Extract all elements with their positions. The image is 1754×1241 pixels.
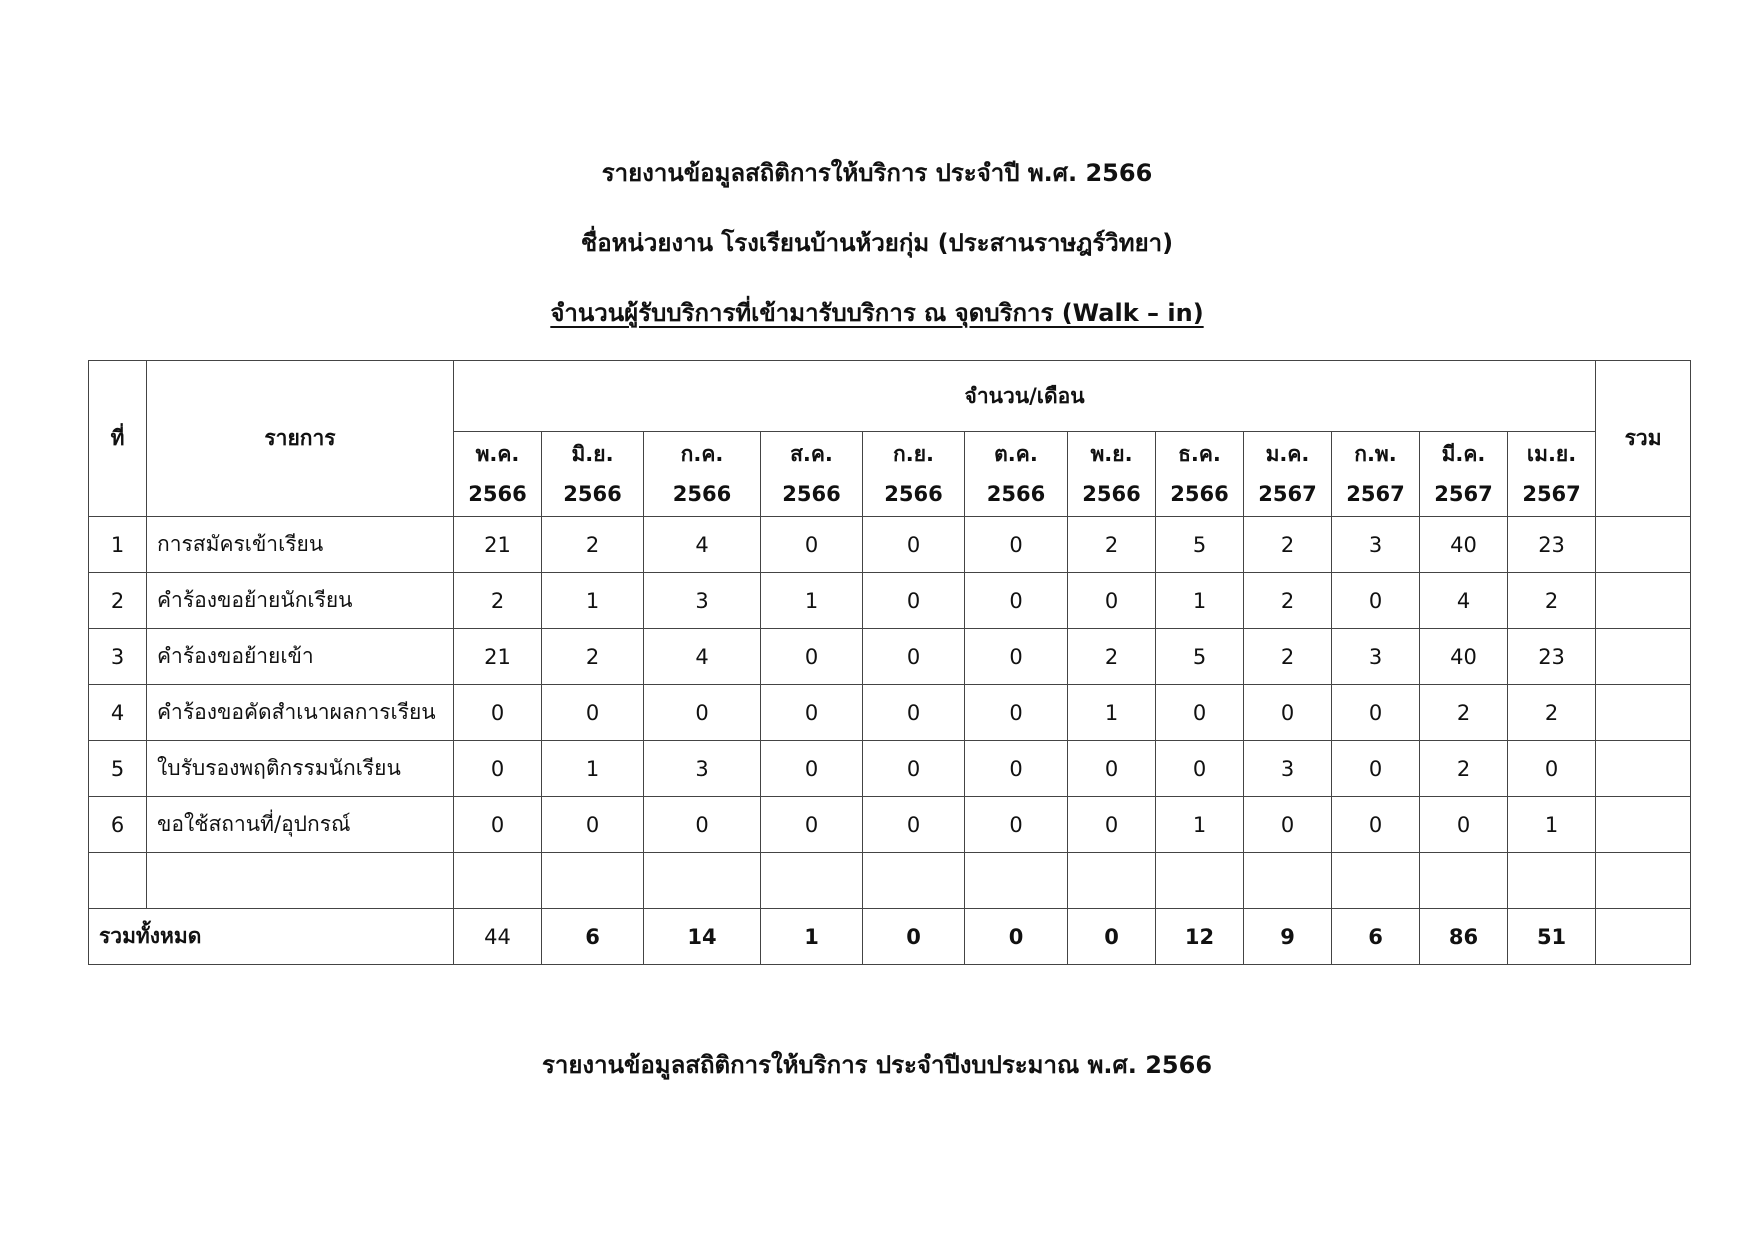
month-year: 2567	[1258, 482, 1317, 506]
value-cell: 0	[761, 741, 863, 797]
total-value-cell: 0	[863, 909, 965, 965]
month-header	[1068, 432, 1156, 517]
empty-row	[89, 853, 1691, 909]
value-cell: 0	[965, 741, 1068, 797]
month-header	[454, 432, 542, 517]
month-header	[965, 432, 1068, 517]
value-cell: 23	[1508, 629, 1596, 685]
value-cell: 0	[1420, 797, 1508, 853]
month-header	[863, 432, 965, 517]
month-name: ม.ค.	[1265, 442, 1310, 466]
value-cell: 0	[454, 685, 542, 741]
value-cell: 0	[542, 797, 644, 853]
value-cell: 0	[863, 685, 965, 741]
row-item: ใบรับรองพฤติกรรมนักเรียน	[147, 741, 454, 797]
month-name: มิ.ย.	[571, 442, 614, 466]
value-cell: 0	[1244, 685, 1332, 741]
month-name: ก.ย.	[893, 442, 934, 466]
value-cell: 0	[863, 797, 965, 853]
total-value-cell: 86	[1420, 909, 1508, 965]
empty-cell	[761, 853, 863, 909]
value-cell: 40	[1420, 517, 1508, 573]
value-cell: 2	[1420, 685, 1508, 741]
total-value-cell: 0	[1068, 909, 1156, 965]
value-cell: 0	[863, 629, 965, 685]
value-cell: 2	[1508, 685, 1596, 741]
empty-cell	[89, 853, 147, 909]
value-cell: 2	[1068, 629, 1156, 685]
month-name: ธ.ค.	[1178, 442, 1221, 466]
empty-cell	[454, 853, 542, 909]
month-header	[1420, 432, 1508, 517]
value-cell: 0	[965, 629, 1068, 685]
value-cell: 4	[644, 517, 761, 573]
month-year: 2567	[1434, 482, 1493, 506]
month-name: ก.พ.	[1354, 442, 1397, 466]
total-value-cell: 1	[761, 909, 863, 965]
empty-cell	[644, 853, 761, 909]
value-cell: 0	[1332, 741, 1420, 797]
value-cell: 0	[761, 685, 863, 741]
empty-cell	[965, 853, 1068, 909]
value-cell: 3	[1332, 629, 1420, 685]
month-name: เม.ย.	[1526, 442, 1577, 466]
value-cell: 3	[1332, 517, 1420, 573]
value-cell: 0	[965, 517, 1068, 573]
value-cell: 2	[1244, 573, 1332, 629]
value-cell: 0	[454, 741, 542, 797]
total-value-cell: 9	[1244, 909, 1332, 965]
value-cell: 3	[644, 741, 761, 797]
value-cell: 0	[1156, 685, 1244, 741]
row-number: 5	[89, 741, 147, 797]
month-name: มี.ค.	[1441, 442, 1486, 466]
total-row	[89, 909, 1691, 965]
row-number: 2	[89, 573, 147, 629]
value-cell: 4	[644, 629, 761, 685]
value-cell: 2	[1068, 517, 1156, 573]
value-cell: 2	[542, 517, 644, 573]
value-cell: 40	[1420, 629, 1508, 685]
value-cell: 1	[1508, 797, 1596, 853]
table-caption-text: จำนวนผู้รับบริการที่เข้ามารับบริการ ณ จุดบริการ (Walk – in)	[550, 299, 1204, 327]
total-value-cell: 44	[454, 909, 542, 965]
table-row	[89, 629, 1691, 685]
empty-cell	[1420, 853, 1508, 909]
value-cell: 23	[1508, 517, 1596, 573]
header-month-group: จำนวน/เดือน	[454, 361, 1596, 432]
header-sum: รวม	[1596, 361, 1691, 517]
value-cell: 3	[1244, 741, 1332, 797]
empty-cell	[1156, 853, 1244, 909]
value-cell: 1	[1156, 573, 1244, 629]
table-row	[89, 797, 1691, 853]
value-cell: 0	[863, 573, 965, 629]
value-cell: 0	[1332, 685, 1420, 741]
value-cell: 5	[1156, 629, 1244, 685]
report-title: รายงานข้อมูลสถิติการให้บริการ ประจำปี พ.ศ. 2566	[601, 159, 1153, 187]
month-year: 2566	[1082, 482, 1141, 506]
value-cell: 0	[454, 797, 542, 853]
value-cell: 0	[761, 797, 863, 853]
empty-cell	[863, 853, 965, 909]
table-row	[89, 741, 1691, 797]
value-cell: 2	[1420, 741, 1508, 797]
row-item: คำร้องขอคัดสำเนาผลการเรียน	[147, 685, 454, 741]
row-number: 6	[89, 797, 147, 853]
value-cell: 1	[542, 741, 644, 797]
value-cell: 0	[1068, 741, 1156, 797]
value-cell: 0	[863, 741, 965, 797]
value-cell: 0	[1508, 741, 1596, 797]
value-cell: 3	[644, 573, 761, 629]
month-year: 2566	[782, 482, 841, 506]
table-row	[89, 517, 1691, 573]
month-name: ก.ค.	[680, 442, 724, 466]
total-value-cell: 6	[542, 909, 644, 965]
statistics-table	[88, 360, 1691, 965]
row-number: 4	[89, 685, 147, 741]
value-cell: 0	[761, 517, 863, 573]
month-header	[761, 432, 863, 517]
month-header	[1508, 432, 1596, 517]
empty-cell	[1596, 853, 1691, 909]
total-value-cell: 6	[1332, 909, 1420, 965]
row-sum-cell	[1596, 797, 1691, 853]
table-row	[89, 685, 1691, 741]
month-year: 2566	[468, 482, 527, 506]
empty-cell	[1332, 853, 1420, 909]
month-year: 2566	[1170, 482, 1229, 506]
value-cell: 0	[1156, 741, 1244, 797]
value-cell: 0	[965, 797, 1068, 853]
value-cell: 0	[1068, 573, 1156, 629]
row-sum-cell	[1596, 629, 1691, 685]
value-cell: 1	[1068, 685, 1156, 741]
header-item: รายการ	[147, 361, 454, 517]
value-cell: 21	[454, 629, 542, 685]
row-sum-cell	[1596, 685, 1691, 741]
row-item: คำร้องขอย้ายเข้า	[147, 629, 454, 685]
value-cell: 2	[1244, 629, 1332, 685]
row-number: 1	[89, 517, 147, 573]
row-number: 3	[89, 629, 147, 685]
month-year: 2566	[563, 482, 622, 506]
value-cell: 2	[1244, 517, 1332, 573]
month-header	[1332, 432, 1420, 517]
empty-cell	[1068, 853, 1156, 909]
total-value-cell: 0	[965, 909, 1068, 965]
value-cell: 0	[1068, 797, 1156, 853]
value-cell: 21	[454, 517, 542, 573]
total-value-cell: 51	[1508, 909, 1596, 965]
month-header	[1156, 432, 1244, 517]
fiscal-report-title: รายงานข้อมูลสถิติการให้บริการ ประจำปีงบประมาณ พ.ศ. 2566	[541, 1051, 1213, 1079]
value-cell: 0	[965, 685, 1068, 741]
month-header	[542, 432, 644, 517]
month-year: 2566	[884, 482, 943, 506]
empty-cell	[1508, 853, 1596, 909]
row-sum-cell	[1596, 517, 1691, 573]
month-header	[1244, 432, 1332, 517]
month-year: 2567	[1346, 482, 1405, 506]
row-sum-cell	[1596, 741, 1691, 797]
empty-cell	[542, 853, 644, 909]
total-label: รวมทั้งหมด	[89, 909, 454, 965]
row-item: คำร้องขอย้ายนักเรียน	[147, 573, 454, 629]
value-cell: 0	[863, 517, 965, 573]
header-no: ที่	[89, 361, 147, 517]
value-cell: 0	[965, 573, 1068, 629]
value-cell: 1	[1156, 797, 1244, 853]
value-cell: 1	[761, 573, 863, 629]
month-year: 2566	[672, 482, 732, 506]
total-sum-cell	[1596, 909, 1691, 965]
table-row	[89, 573, 1691, 629]
value-cell: 0	[644, 797, 761, 853]
value-cell: 2	[454, 573, 542, 629]
value-cell: 2	[542, 629, 644, 685]
value-cell: 0	[542, 685, 644, 741]
value-cell: 4	[1420, 573, 1508, 629]
value-cell: 0	[644, 685, 761, 741]
month-name: ส.ค.	[790, 442, 833, 466]
value-cell: 0	[1332, 797, 1420, 853]
row-sum-cell	[1596, 573, 1691, 629]
value-cell: 0	[1332, 573, 1420, 629]
value-cell: 1	[542, 573, 644, 629]
month-year: 2567	[1522, 482, 1581, 506]
month-header	[644, 432, 761, 517]
month-year: 2566	[986, 482, 1046, 506]
month-name: พ.ค.	[475, 442, 520, 466]
empty-cell	[147, 853, 454, 909]
month-name: พ.ย.	[1090, 442, 1133, 466]
value-cell: 0	[761, 629, 863, 685]
total-value-cell: 14	[644, 909, 761, 965]
row-item: ขอใช้สถานที่/อุปกรณ์	[147, 797, 454, 853]
table-caption	[0, 298, 1754, 328]
month-name: ต.ค.	[994, 442, 1038, 466]
empty-cell	[1244, 853, 1332, 909]
value-cell: 2	[1508, 573, 1596, 629]
value-cell: 0	[1244, 797, 1332, 853]
total-value-cell: 12	[1156, 909, 1244, 965]
agency-name: ชื่อหน่วยงาน โรงเรียนบ้านห้วยกุ่ม (ประสานราษฎร์วิทยา)	[580, 229, 1174, 257]
row-item: การสมัครเข้าเรียน	[147, 517, 454, 573]
table-body	[89, 517, 1691, 965]
value-cell: 5	[1156, 517, 1244, 573]
